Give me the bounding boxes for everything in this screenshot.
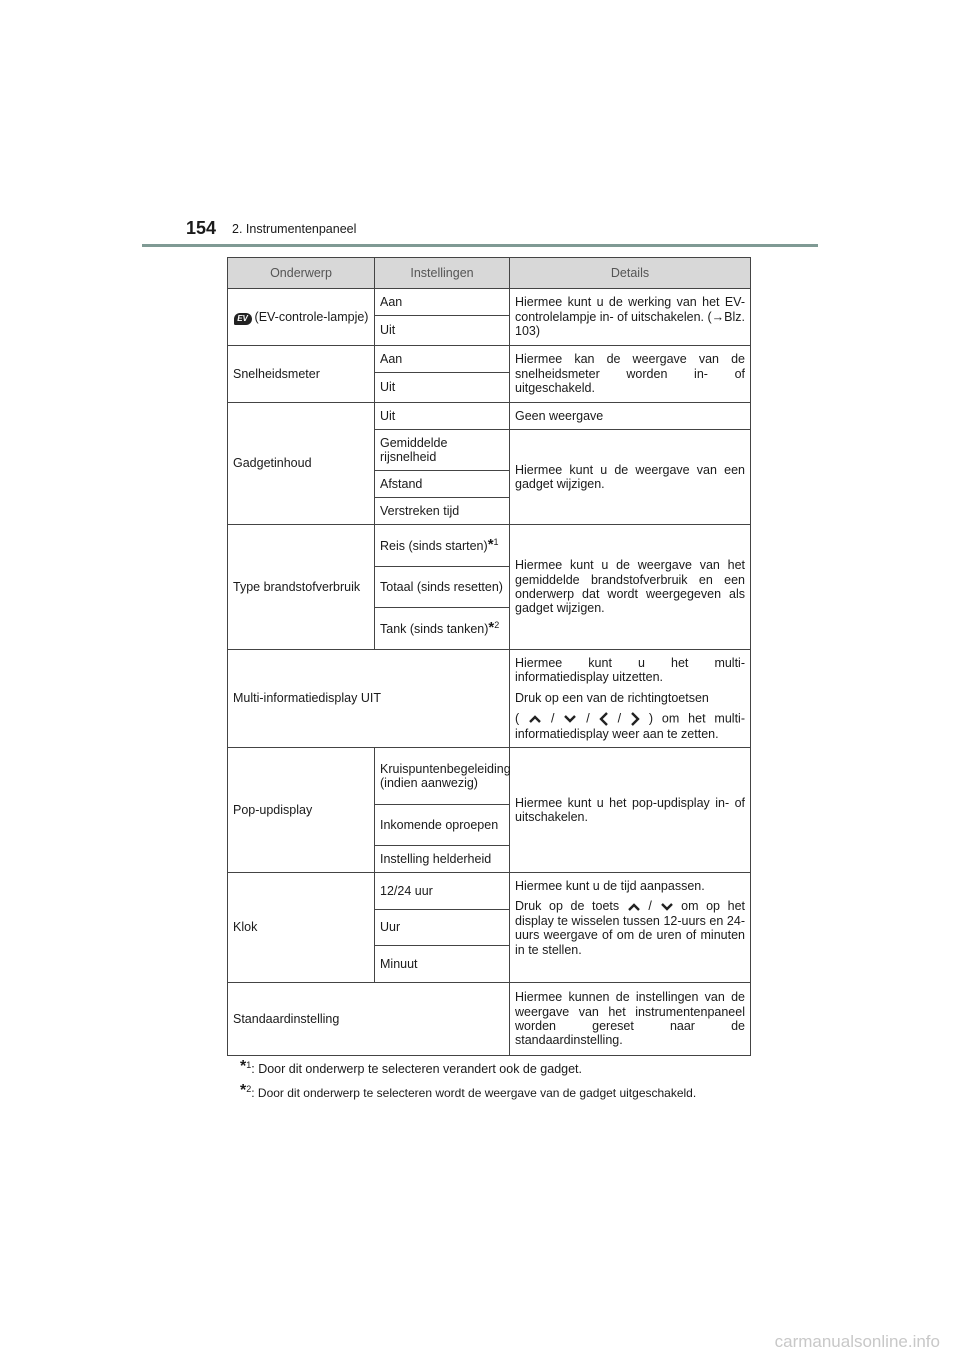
down-arrow-icon [563, 714, 577, 724]
table-header-row [228, 258, 751, 289]
setting-fuel-trip-label: Reis (sinds starten) [380, 539, 488, 554]
setting-popup-intersection: Kruispuntenbegeleiding (indien aanwezig) [375, 748, 510, 805]
footnote-2-number: 2 [246, 1084, 252, 1094]
footnote-1 [240, 1060, 582, 1078]
column-header-settings: Instellingen [375, 258, 510, 289]
setting-popup-incoming-calls: Inkomende oproepen [375, 805, 510, 846]
details-popup: Hiermee kunt u het pop-updisplay in- of uitschakelen. [510, 748, 751, 873]
separator: / [648, 899, 652, 914]
column-header-details: Details [510, 258, 751, 289]
setting-fuel-tank [375, 608, 510, 650]
setting-gadget-avg-speed: Gemiddelde rijsnelheid [375, 430, 510, 471]
setting-popup-brightness: Instelling helderheid [375, 846, 510, 873]
subject-ev-label: (EV-controle-lampje) [254, 309, 369, 324]
subject-gadget: Gadgetinhoud [228, 403, 375, 525]
ev-indicator-icon: EV [234, 313, 252, 325]
details-multi-info-line-3-text: om het multi-informatiedisplay weer aan te zetten. [515, 711, 745, 741]
setting-fuel-trip [375, 525, 510, 567]
up-arrow-icon [627, 902, 641, 912]
details-multi-info-line-2: Druk op een van de richtingtoetsen [515, 690, 709, 705]
details-clock-line-1: Hiermee kunt u de tijd aanpassen. [515, 879, 705, 893]
details-clock-line-2a: Druk op de toets [515, 899, 620, 914]
subject-fuel-type: Type brandstofverbruik [228, 525, 375, 650]
footnote-2-text: : Door dit onderwerp te selecteren wordt de weergave van de gadget uitgeschakeld. [251, 1086, 697, 1100]
setting-clock-12-24: 12/24 uur [375, 873, 510, 910]
details-speedometer: Hiermee kan de weergave van de snelheidsmeter worden in- of uitgeschakeld. [510, 346, 751, 403]
table-row [228, 873, 751, 910]
setting-clock-hour: Uur [375, 910, 510, 946]
table-row [228, 289, 751, 316]
setting-ev-off: Uit [375, 316, 510, 346]
subject-default-settings: Standaardinstelling [228, 983, 510, 1056]
footnote-marker: * [488, 619, 495, 637]
column-header-subject: Onderwerp [228, 258, 375, 289]
details-gadget-off: Geen weergave [510, 403, 751, 430]
details-multi-info-line-1: Hiermee kunt u het multi-informatiedisplay uitzetten. [515, 655, 745, 685]
separator: / [550, 711, 555, 726]
setting-gadget-off: Uit [375, 403, 510, 430]
details-default-settings: Hiermee kunnen de instellingen van de weergave van het instrumentenpaneel worden gereset naar de standaardinstelling. [510, 983, 751, 1056]
details-multi-info-line-3: ( / / / ) om het multi-informatiedisplay weer aan te zetten. [515, 711, 745, 741]
setting-fuel-tank-label: Tank (sinds tanken) [380, 622, 489, 637]
header-rule [142, 244, 818, 247]
setting-ev-on: Aan [375, 289, 510, 316]
table-row [228, 983, 751, 1056]
details-gadget: Hiermee kunt u de weergave van een gadget wijzigen. [510, 430, 751, 525]
footnote-star: * [240, 1058, 247, 1075]
table-row [228, 346, 751, 373]
separator: / [617, 711, 622, 726]
footnote-marker: * [487, 536, 494, 554]
table-row [228, 525, 751, 567]
separator: / [586, 711, 590, 726]
details-fuel: Hiermee kunt u de weergave van het gemiddelde brandstofverbruik en een onderwerp dat wordt weergegeven als gadget wijzigen. [510, 525, 751, 650]
watermark: carmanualsonline.info [774, 1332, 940, 1351]
setting-gadget-elapsed: Verstreken tijd [375, 498, 510, 525]
subject-multi-info-off: Multi-informatiedisplay UIT [228, 650, 510, 748]
left-arrow-icon [599, 711, 609, 727]
table-row [228, 403, 751, 430]
subject-clock: Klok [228, 873, 375, 983]
setting-speed-on: Aan [375, 346, 510, 373]
details-ev: Hiermee kunt u de werking van het EV-controlelampje in- of uitschakelen. (→Blz. 103) [510, 289, 751, 346]
setting-clock-minute: Minuut [375, 946, 510, 983]
section-title: 2. Instrumentenpaneel [232, 222, 357, 236]
details-clock-line-2 [515, 899, 745, 957]
footnote-marker-number: 2 [494, 620, 500, 631]
footnote-1-number: 1 [246, 1060, 252, 1070]
settings-table [227, 257, 751, 1056]
footnote-marker-number: 1 [493, 537, 499, 548]
page-number: 154 [186, 218, 217, 238]
up-arrow-icon [528, 714, 542, 724]
footnote-2 [240, 1084, 696, 1102]
setting-gadget-distance: Afstand [375, 471, 510, 498]
down-arrow-icon [660, 902, 674, 912]
footnote-star: * [240, 1082, 247, 1099]
subject-popup: Pop-updisplay [228, 748, 375, 873]
subject-ev-lamp [228, 289, 375, 346]
footnote-1-text: : Door dit onderwerp te selecteren verandert ook de gadget. [251, 1062, 583, 1077]
right-arrow-icon [630, 711, 640, 727]
setting-fuel-total: Totaal (sinds resetten) [375, 567, 510, 608]
details-clock [510, 873, 751, 983]
subject-speedometer: Snelheidsmeter [228, 346, 375, 403]
setting-speed-off: Uit [375, 373, 510, 403]
details-clock-line-2b: om op het display te wisselen tussen 12-uurs en 24-uurs weergave of om de uren of minuten in te stellen. [515, 899, 745, 957]
details-multi-info [510, 650, 751, 748]
table-row [228, 650, 751, 748]
table-row [228, 748, 751, 805]
